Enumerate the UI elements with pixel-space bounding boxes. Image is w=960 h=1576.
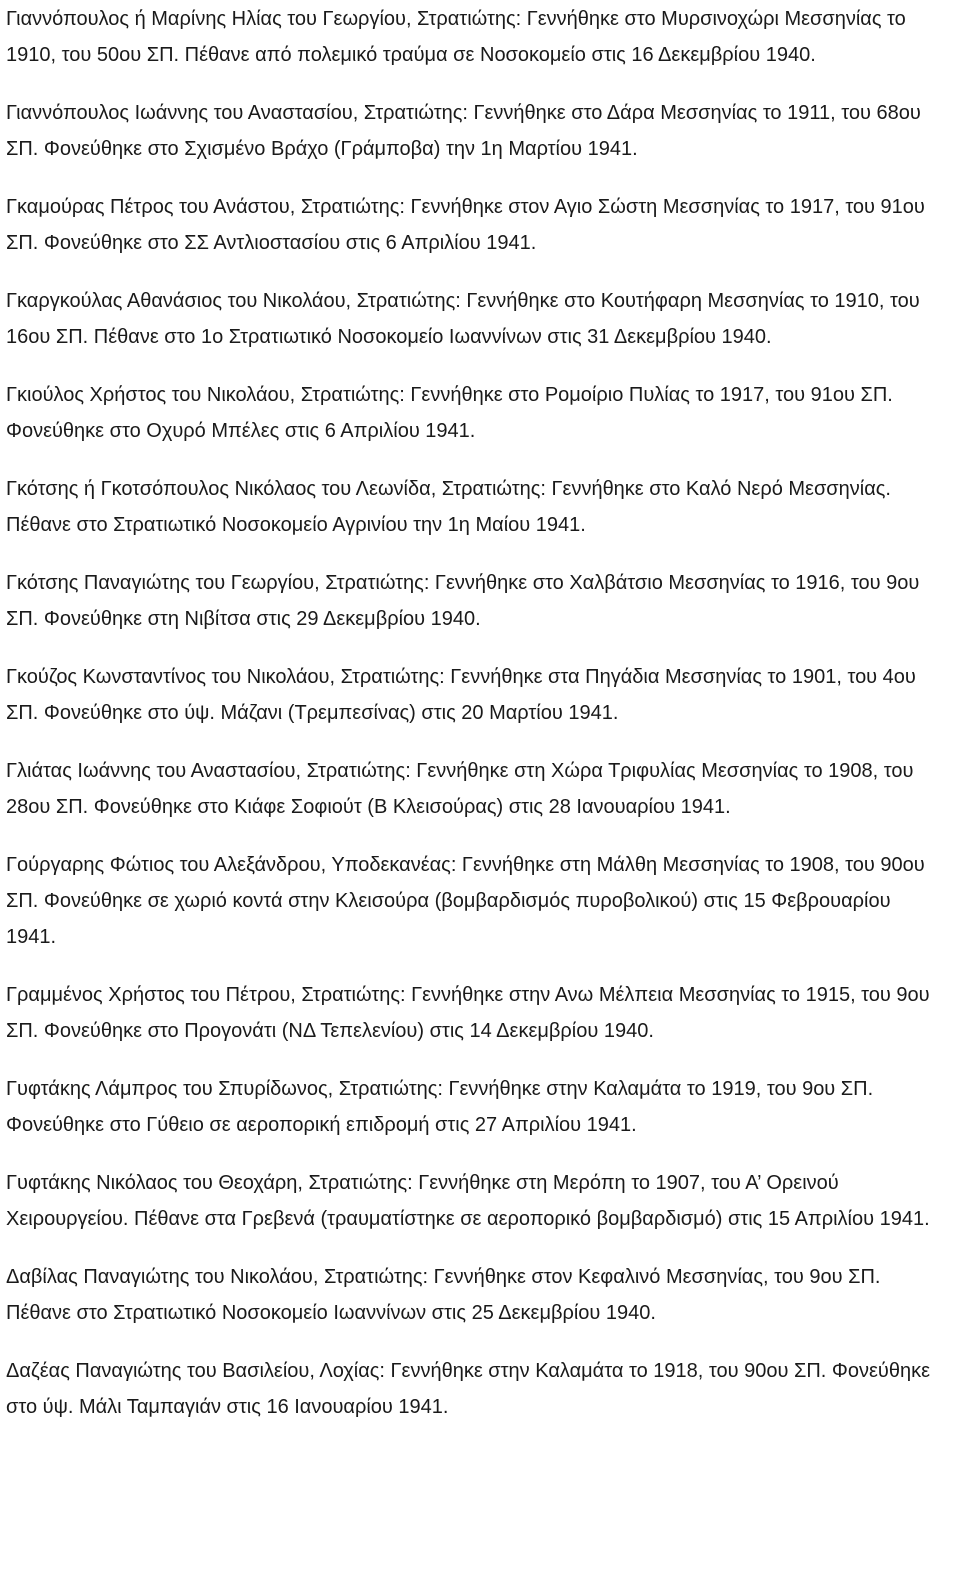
casualty-entry: Γκαμούρας Πέτρος του Ανάστου, Στρατιώτης: Γεννήθηκε στον Αγιο Σώστη Μεσσηνίας το 1917, του 91ου ΣΠ. Φονεύθηκε στο ΣΣ Αντλιοστασίου στις 6 Απριλίου 1941.: [6, 196, 925, 254]
casualty-entry: Γιαννόπουλος Ιωάννης του Αναστασίου, Στρατιώτης: Γεννήθηκε στο Δάρα Μεσσηνίας το 1911, του 68ου ΣΠ. Φονεύθηκε στο Σχισμένο Βράχο (Γράμποβα) την 1η Μαρτίου 1941.: [6, 102, 921, 160]
casualty-entry: Γιαννόπουλος ή Μαρίνης Ηλίας του Γεωργίου, Στρατιώτης: Γεννήθηκε στο Μυρσινοχώρι Μεσσηνίας το 1910, του 50ου ΣΠ. Πέθανε από πολεμικό τραύμα σε Νοσοκομείο στις 16 Δεκεμβρίου 1940.: [6, 8, 906, 66]
casualty-entry: Γούργαρης Φώτιος του Αλεξάνδρου, Υποδεκανέας: Γεννήθηκε στη Μάλθη Μεσσηνίας το 1908, του 90ου ΣΠ. Φονεύθηκε σε χωριό κοντά στην Κλεισούρα (βομβαρδισμός πυροβολικού) στις 15 Φεβρουαρίου 1941.: [6, 854, 925, 948]
casualty-entry: Γκούζος Κωνσταντίνος του Νικολάου, Στρατιώτης: Γεννήθηκε στα Πηγάδια Μεσσηνίας το 1901, του 4ου ΣΠ. Φονεύθηκε στο ύψ. Μάζανι (Τρεμπεσίνας) στις 20 Μαρτίου 1941.: [6, 666, 916, 724]
casualty-entry: Γραμμένος Χρήστος του Πέτρου, Στρατιώτης: Γεννήθηκε στην Ανω Μέλπεια Μεσσηνίας το 1915, του 9ου ΣΠ. Φονεύθηκε στο Προγονάτι (ΝΔ Τεπελενίου) στις 14 Δεκεμβρίου 1940.: [6, 984, 930, 1042]
casualty-entry: Γκότσης Παναγιώτης του Γεωργίου, Στρατιώτης: Γεννήθηκε στο Χαλβάτσιο Μεσσηνίας το 1916, του 9ου ΣΠ. Φονεύθηκε στη Νιβίτσα στις 29 Δεκεμβρίου 1940.: [6, 572, 920, 630]
casualty-entry: Γυφτάκης Νικόλαος του Θεοχάρη, Στρατιώτης: Γεννήθηκε στη Μερόπη το 1907, του Α’ Ορεινού Χειρουργείου. Πέθανε στα Γρεβενά (τραυματίστηκε σε αεροπορικό βομβαρδισμό) στις 15 Απριλίου 1941.: [6, 1172, 930, 1230]
casualty-entry: Γκαργκούλας Αθανάσιος του Νικολάου, Στρατιώτης: Γεννήθηκε στο Κουτήφαρη Μεσσηνίας το 1910, του 16ου ΣΠ. Πέθανε στο 1ο Στρατιωτικό Νοσοκομείο Ιωαννίνων στις 31 Δεκεμβρίου 1940.: [6, 290, 920, 348]
casualty-entry: Γλιάτας Ιωάννης του Αναστασίου, Στρατιώτης: Γεννήθηκε στη Χώρα Τριφυλίας Μεσσηνίας το 1908, του 28ου ΣΠ. Φονεύθηκε στο Κιάφε Σοφιούτ (Β Κλεισούρας) στις 28 Ιανουαρίου 1941.: [6, 760, 914, 818]
casualty-entry: Γκιούλος Χρήστος του Νικολάου, Στρατιώτης: Γεννήθηκε στο Ρομοίριο Πυλίας το 1917, του 91ου ΣΠ. Φονεύθηκε στο Οχυρό Μπέλες στις 6 Απριλίου 1941.: [6, 384, 893, 442]
casualty-entry: Δαβίλας Παναγιώτης του Νικολάου, Στρατιώτης: Γεννήθηκε στον Κεφαλινό Μεσσηνίας, του 9ου ΣΠ. Πέθανε στο Στρατιωτικό Νοσοκομείο Ιωαννίνων στις 25 Δεκεμβρίου 1940.: [6, 1266, 881, 1324]
casualty-entry: Γυφτάκης Λάμπρος του Σπυρίδωνος, Στρατιώτης: Γεννήθηκε στην Καλαμάτα το 1919, του 9ου ΣΠ. Φονεύθηκε στο Γύθειο σε αεροπορική επιδρομή στις 27 Απριλίου 1941.: [6, 1078, 874, 1136]
casualty-entry: Δαζέας Παναγιώτης του Βασιλείου, Λοχίας: Γεννήθηκε στην Καλαμάτα το 1918, του 90ου ΣΠ. Φονεύθηκε στο ύψ. Μάλι Ταμπαγιάν στις 16 Ιανουαρίου 1941.: [6, 1360, 930, 1418]
casualty-entry: Γκότσης ή Γκοτσόπουλος Νικόλαος του Λεωνίδα, Στρατιώτης: Γεννήθηκε στο Καλό Νερό Μεσσηνίας. Πέθανε στο Στρατιωτικό Νοσοκομείο Αγρινίου την 1η Μαίου 1941.: [6, 478, 891, 536]
